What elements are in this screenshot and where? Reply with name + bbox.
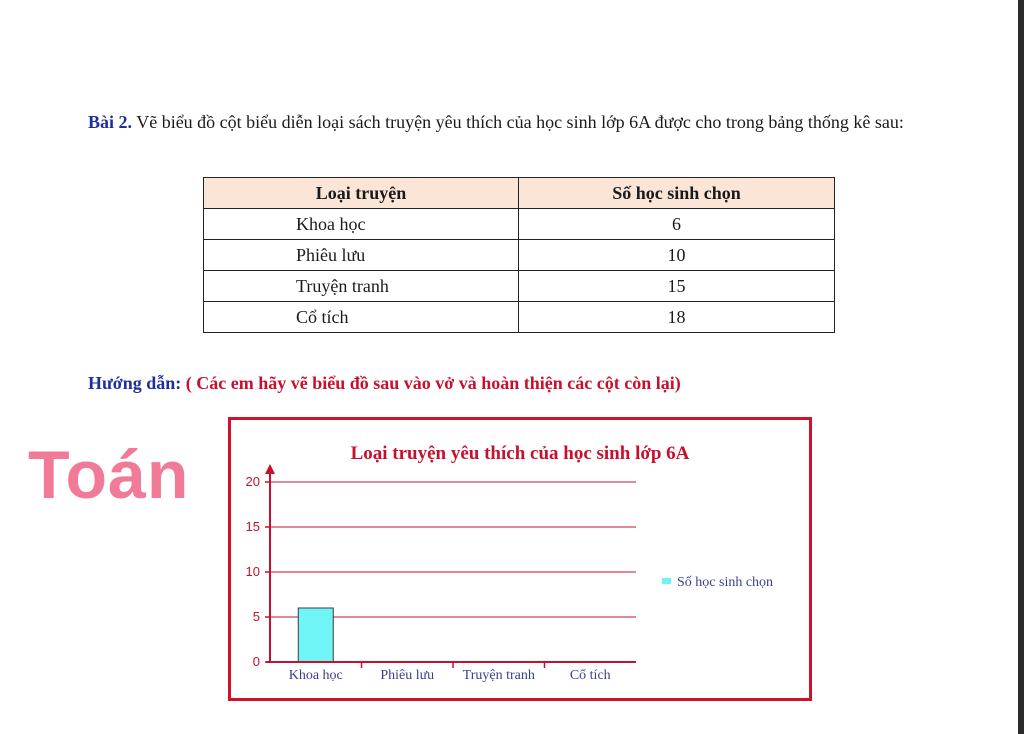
y-axis-arrow-icon [265,464,275,474]
table-row [204,302,835,333]
y-tick-label: 0 [252,654,260,669]
bar [298,608,333,662]
table-cell-count: 15 [519,271,835,302]
table-row [204,271,835,302]
table-row [204,209,835,240]
chart-title: Loại truyện yêu thích của học sinh lớp 6A [350,443,690,464]
y-axis-ticks [246,474,270,669]
x-category-label: Truyện tranh [462,668,535,683]
chart-frame [228,417,812,701]
legend-swatch [662,578,671,584]
table-cell-type: Phiêu lưu [204,240,519,271]
guide-label: Hướng dẫn: [88,373,182,393]
y-tick-label: 20 [245,474,260,489]
x-category-label: Cổ tích [569,668,611,683]
watermark-text: Toán [28,437,190,513]
table-cell-count: 6 [519,209,835,240]
y-tick-label: 10 [245,564,260,579]
x-axis-labels [289,668,611,683]
guide-line [88,373,681,394]
guide-text: ( Các em hãy vẽ biểu đồ sau vào vở và hoàn thiện các cột còn lại) [185,373,681,393]
problem-text: Vẽ biểu đồ cột biểu diễn loại sách truyện yêu thích của học sinh lớp 6A được cho trong bảng thống kê sau: [136,112,904,132]
chart-bars [298,608,333,662]
problem-statement [88,104,958,140]
x-category-label: Khoa học [288,668,343,683]
bar-chart [231,420,809,698]
table-cell-count: 10 [519,240,835,271]
table-cell-count: 18 [519,302,835,333]
table-cell-type: Truyện tranh [204,271,519,302]
table-cell-type: Khoa học [204,209,519,240]
x-category-label: Phiêu lưu [380,668,435,683]
page-edge-bar [1018,0,1024,734]
legend-label: Số học sinh chọn [677,575,774,590]
chart-gridlines [270,482,636,617]
table-row [204,240,835,271]
table-header-type: Loại truyện [204,178,519,209]
problem-label: Bài 2. [88,112,133,132]
y-tick-label: 5 [252,609,260,624]
table-cell-type: Cổ tích [204,302,519,333]
table-header-count: Số học sinh chọn [519,178,835,209]
y-tick-label: 15 [245,519,260,534]
chart-legend [662,575,773,590]
statistics-table [203,177,835,333]
table-header-row [204,178,835,209]
